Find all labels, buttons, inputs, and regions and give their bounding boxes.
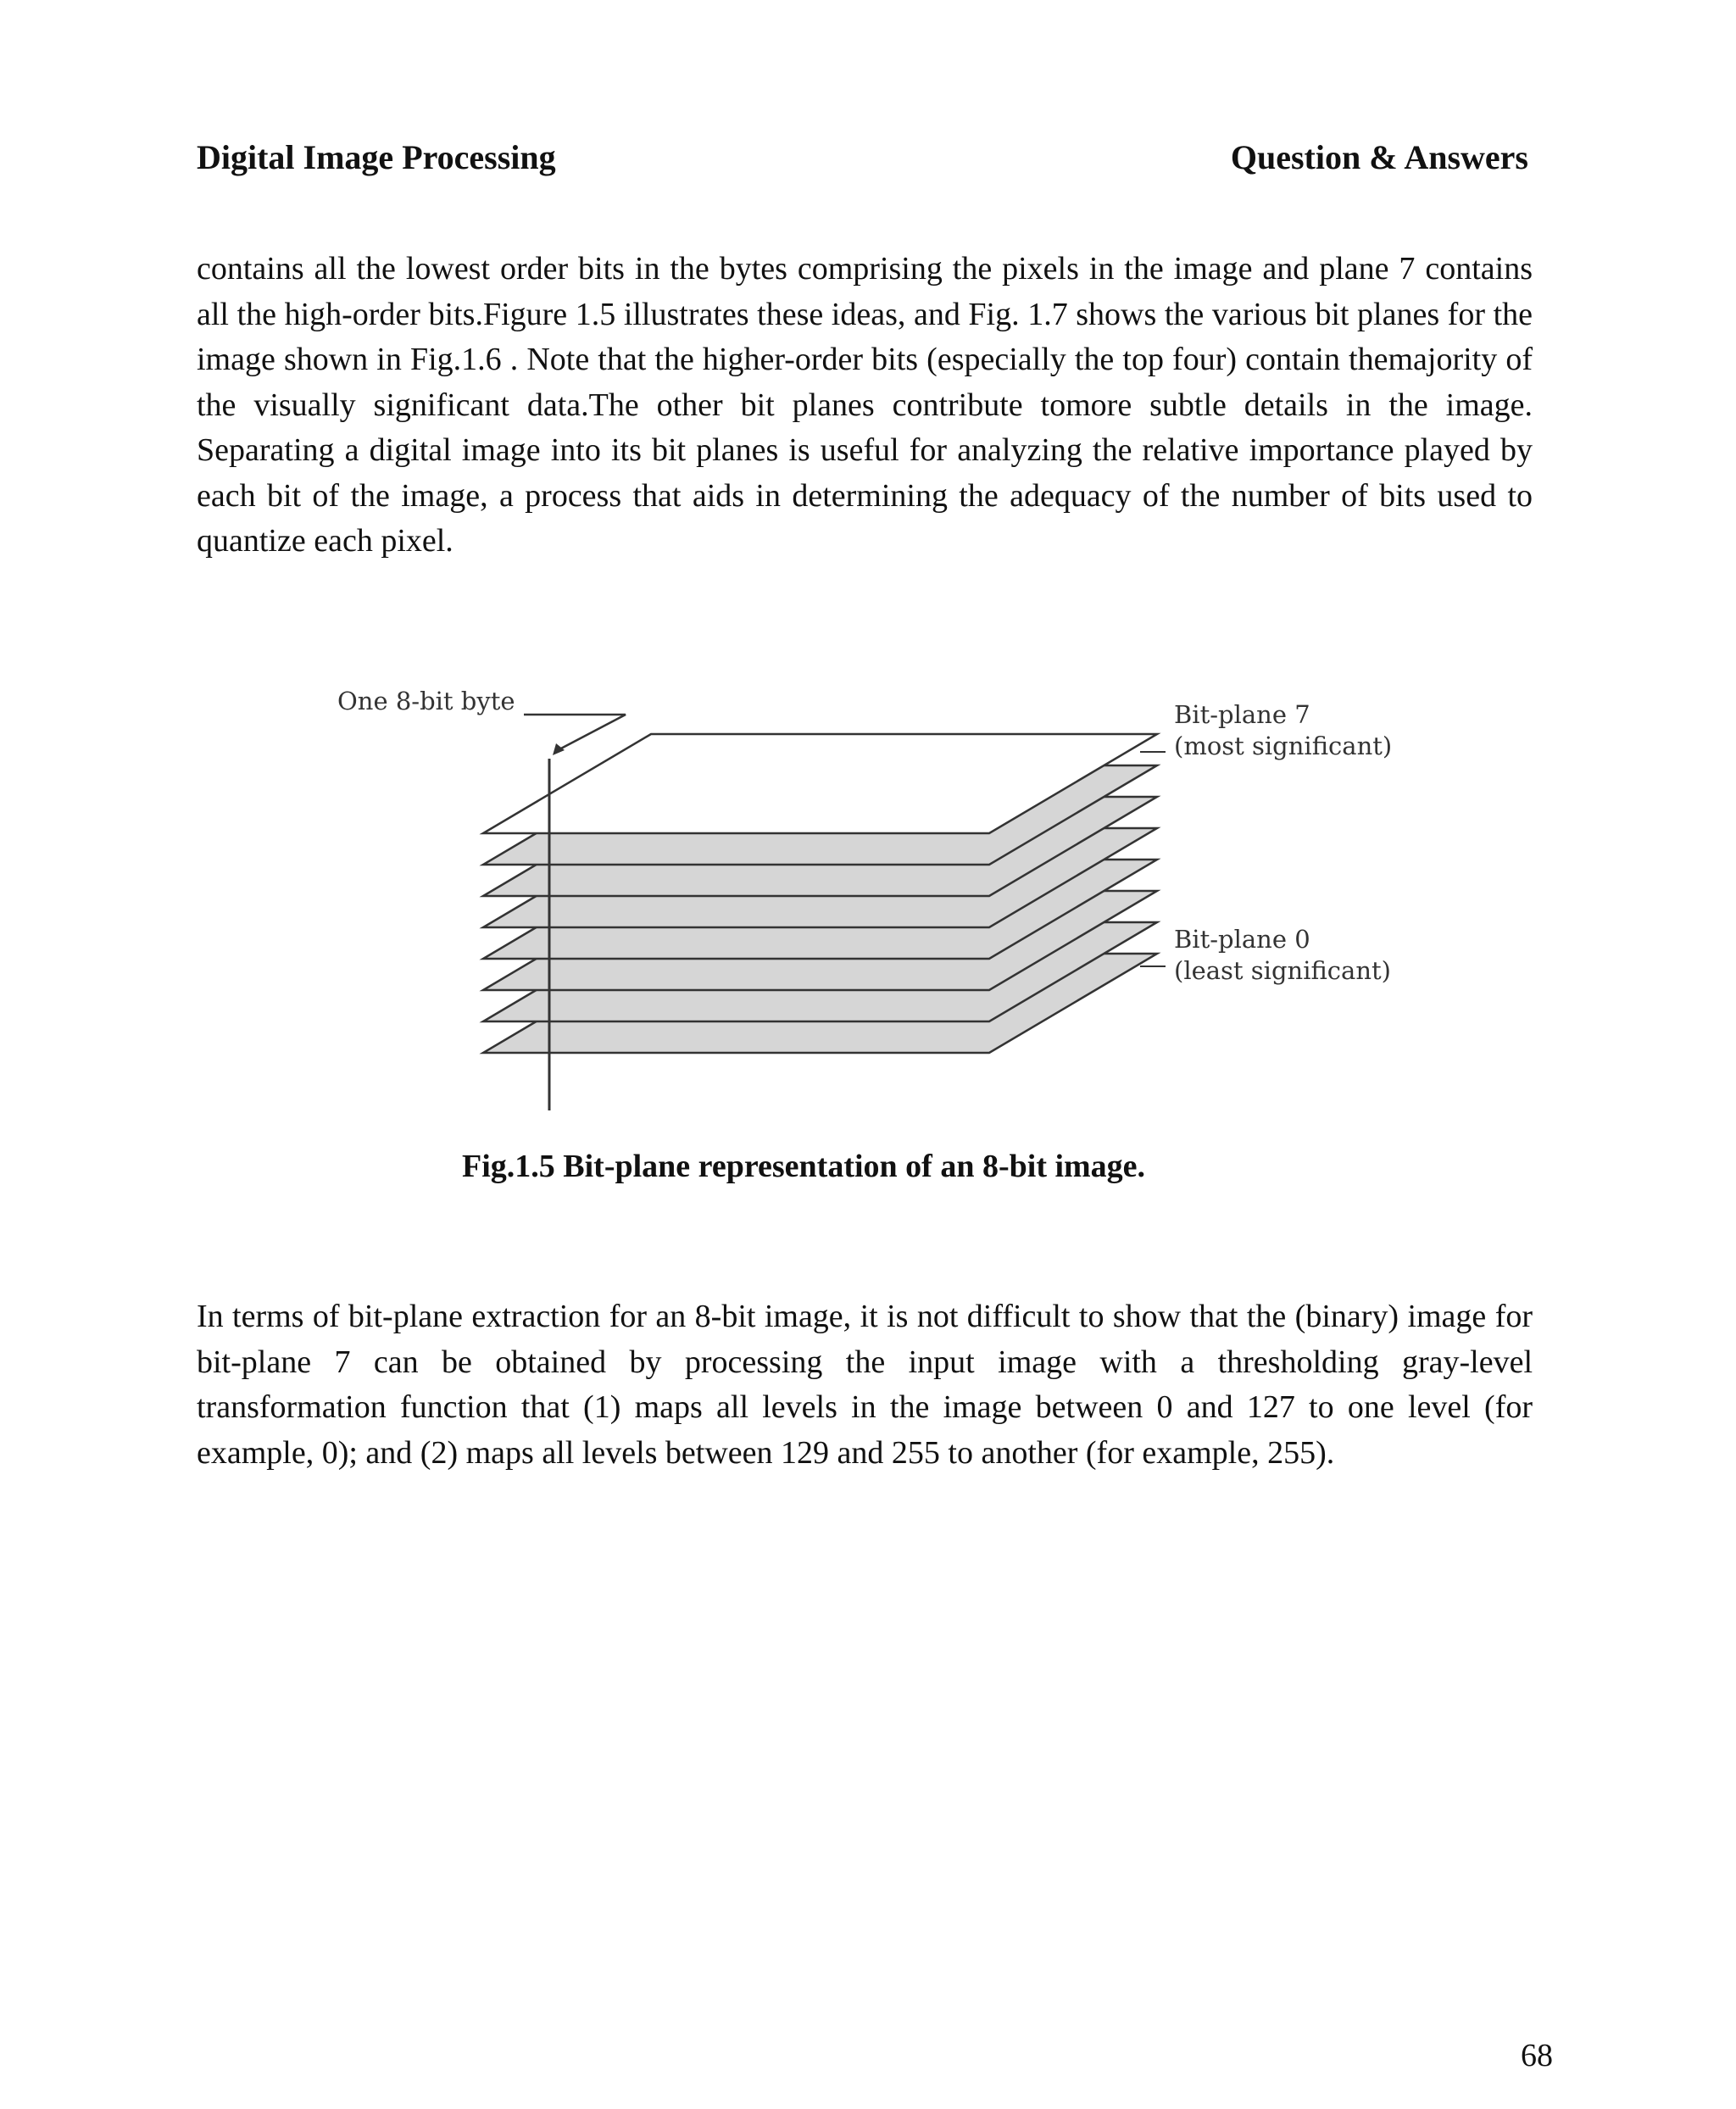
- bit-plane-figure: [331, 682, 1399, 1115]
- paragraph-bit-plane-extraction: In terms of bit-plane extraction for an 8-bit image, it is not difficult to show that the (binary) image for bit-plane 7 can be obtained by processing the input image with a thresholding gray-level transformation function that (1) maps all levels in the image between 0 and 127 to one level (for example, 0); and (2) maps all levels between 129 and 255 to another (for example, 255).: [197, 1299, 1533, 1471]
- label-bit-plane-7: Bit-plane 7: [1174, 700, 1310, 729]
- byte-leader-line: [524, 715, 626, 750]
- label-one-8-bit-byte: One 8-bit byte: [337, 687, 515, 715]
- paragraph-bit-planes-intro: contains all the lowest order bits in the bytes comprising the pixels in the image and plane 7 contains all the high-order bits.Figure 1.5 illustrates these ideas, and Fig. 1.7 shows the various bit planes for the image shown in Fig.1.6 . Note that the higher-order bits (especially the top four) contain themajority of the visually significant data.The other bit planes contribute tomore subtle details in the image. Separating a digital image into its bit planes is useful for analyzing the relative importance played by each bit of the image, a process that aids in determining the adequacy of the number of bits used to quantize each pixel.: [197, 251, 1533, 559]
- page-header-title: Digital Image Processing: [197, 138, 556, 176]
- figure-caption: Fig.1.5 Bit-plane representation of an 8-bit image.: [462, 1149, 1146, 1184]
- label-bit-plane-0: Bit-plane 0: [1174, 925, 1310, 954]
- bit-plane-stack: [483, 734, 1157, 1053]
- label-least-significant: (least significant): [1174, 956, 1391, 985]
- byte-leader-arrowhead: [553, 743, 565, 755]
- label-most-significant: (most significant): [1174, 732, 1393, 760]
- page-number: 68: [1521, 2038, 1553, 2073]
- bit-plane-diagram: [331, 682, 1399, 1115]
- page-header-section: Question & Answers: [1230, 138, 1528, 176]
